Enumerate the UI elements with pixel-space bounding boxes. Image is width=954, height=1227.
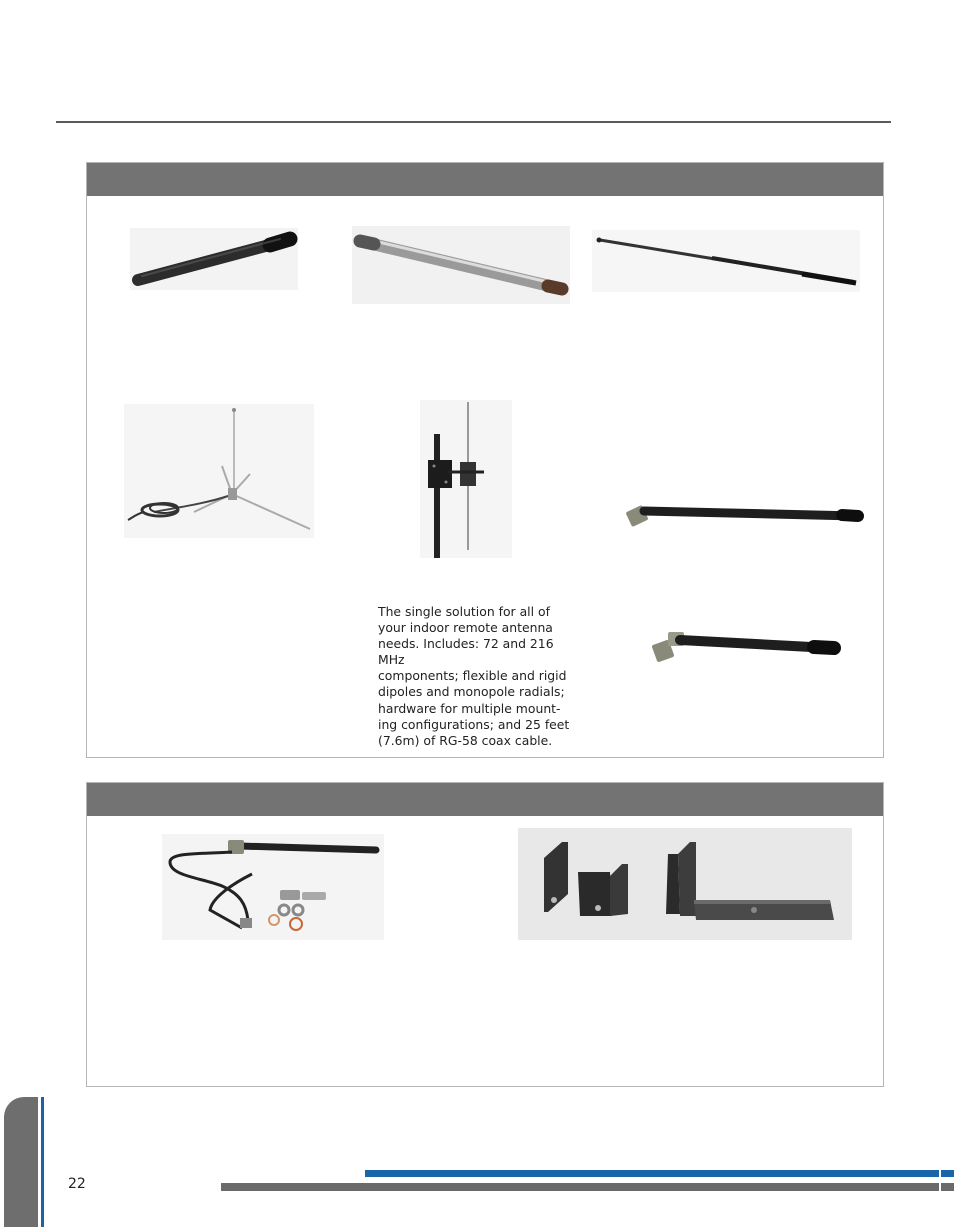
right-angle-flexible-antenna-photo	[620, 496, 864, 534]
antenna-section-header-band	[87, 163, 883, 196]
side-tab	[4, 1097, 38, 1227]
ground-plane-antenna-photo	[124, 404, 314, 538]
telescoping-whip-antenna-photo	[592, 230, 860, 292]
silver-rigid-antenna-photo	[352, 226, 570, 304]
rack-mount-bracket-kit-photo	[518, 828, 852, 940]
side-tab-accent	[41, 1097, 44, 1227]
footer-blue-bar	[365, 1170, 954, 1177]
short-right-angle-flexible-antenna-photo	[650, 622, 842, 672]
accessories-section-header-band	[87, 783, 883, 816]
antenna-kit-description: The single solution for all of your indoor remote antenna needs. Includes: 72 and 216 MHz components; flexible and rigid dipoles and monopole radials; hardware for multiple mount- ing configurations; and 25 feet (7.6m) of RG-58 coax cable.	[378, 604, 570, 748]
mast-mounted-dipole-antenna-photo	[420, 400, 512, 558]
footer-bar-notch	[939, 1168, 941, 1194]
footer-gray-bar	[221, 1183, 954, 1191]
top-rule	[56, 121, 891, 123]
page-number: 22	[68, 1176, 86, 1192]
black-rubber-whip-antenna-photo	[130, 228, 298, 290]
remote-antenna-cable-kit-photo	[162, 834, 384, 940]
